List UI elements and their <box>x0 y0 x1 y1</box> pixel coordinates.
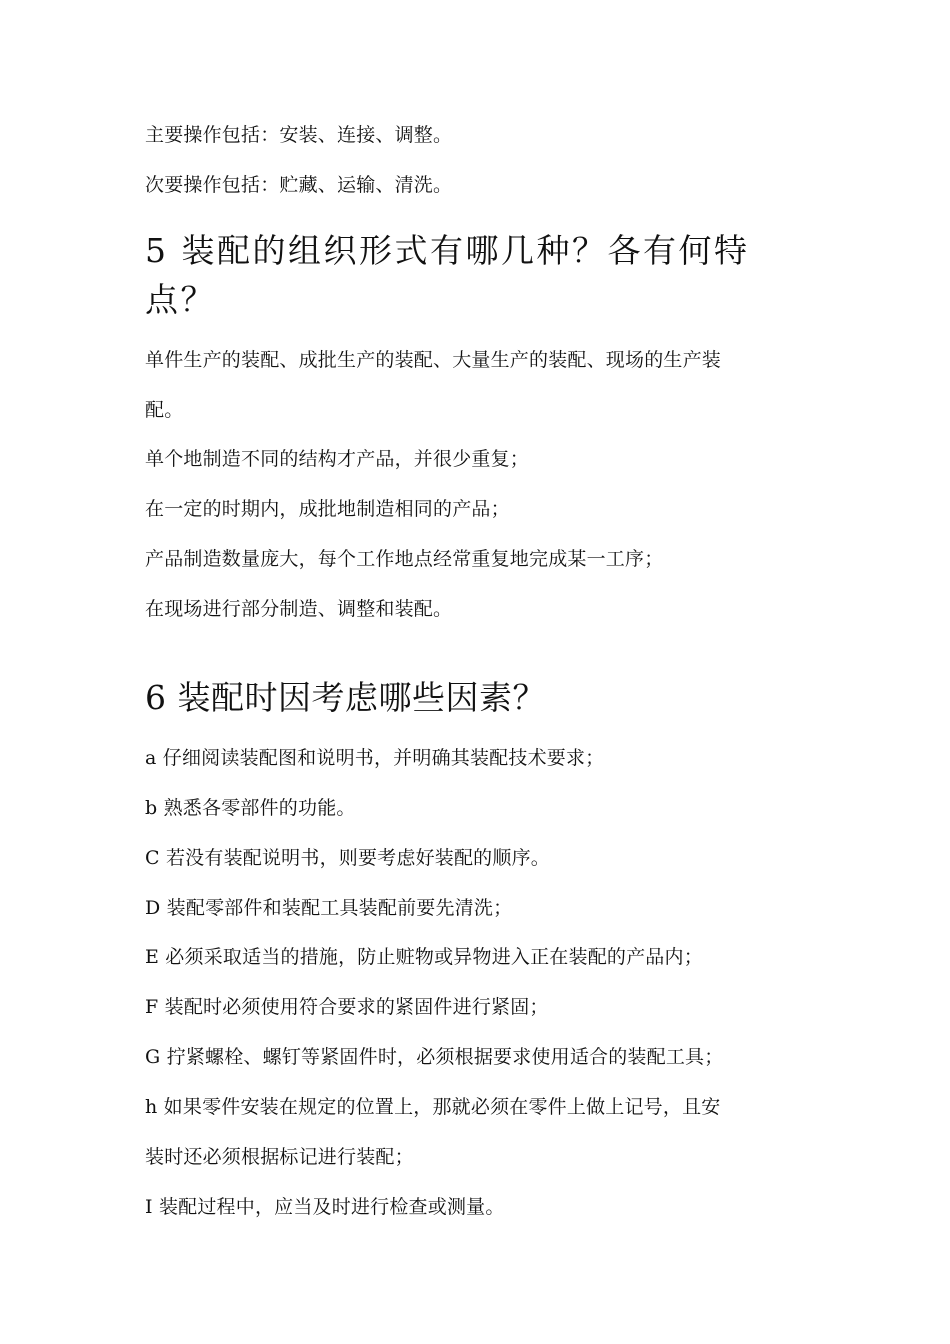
text-line: 主要操作包括：安装、连接、调整。 <box>145 124 453 146</box>
text-line: I 装配过程中，应当及时进行检查或测量。 <box>145 1196 505 1218</box>
text-line: C 若没有装配说明书，则要考虑好装配的顺序。 <box>145 847 550 869</box>
text-line: b 熟悉各零部件的功能。 <box>145 797 356 819</box>
text-line: 产品制造数量庞大，每个工作地点经常重复地完成某一工序； <box>145 548 664 570</box>
text-line: G 拧紧螺栓、螺钉等紧固件时，必须根据要求使用适合的装配工具； <box>145 1046 724 1068</box>
text-line: 单个地制造不同的结构才产品，并很少重复； <box>145 448 530 470</box>
text-line: D 装配零部件和装配工具装配前要先清洗； <box>145 897 513 919</box>
section-heading-5-line2: 点？ <box>145 280 216 319</box>
text-line: 在现场进行部分制造、调整和装配。 <box>145 598 453 620</box>
text-line: 次要操作包括：贮藏、运输、清洗。 <box>145 174 453 196</box>
text-line: a 仔细阅读装配图和说明书，并明确其装配技术要求； <box>145 747 605 769</box>
text-line: E 必须采取适当的措施，防止赃物或异物进入正在装配的产品内； <box>145 946 703 968</box>
text-line: F 装配时必须使用符合要求的紧固件进行紧固； <box>145 996 549 1018</box>
text-line: h 如果零件安装在规定的位置上，那就必须在零件上做上记号，且安 <box>145 1096 721 1118</box>
text-line: 配。 <box>145 399 184 421</box>
text-line: 单件生产的装配、成批生产的装配、大量生产的装配、现场的生产装 <box>145 349 722 371</box>
text-line: 装时还必须根据标记进行装配； <box>145 1146 414 1168</box>
text-line: 在一定的时期内，成批地制造相同的产品； <box>145 498 510 520</box>
section-heading-6: 6 装配时因考虑哪些因素？ <box>145 678 546 717</box>
section-heading-5-line1: 5 装配的组织形式有哪几种？各有何特 <box>145 231 750 270</box>
